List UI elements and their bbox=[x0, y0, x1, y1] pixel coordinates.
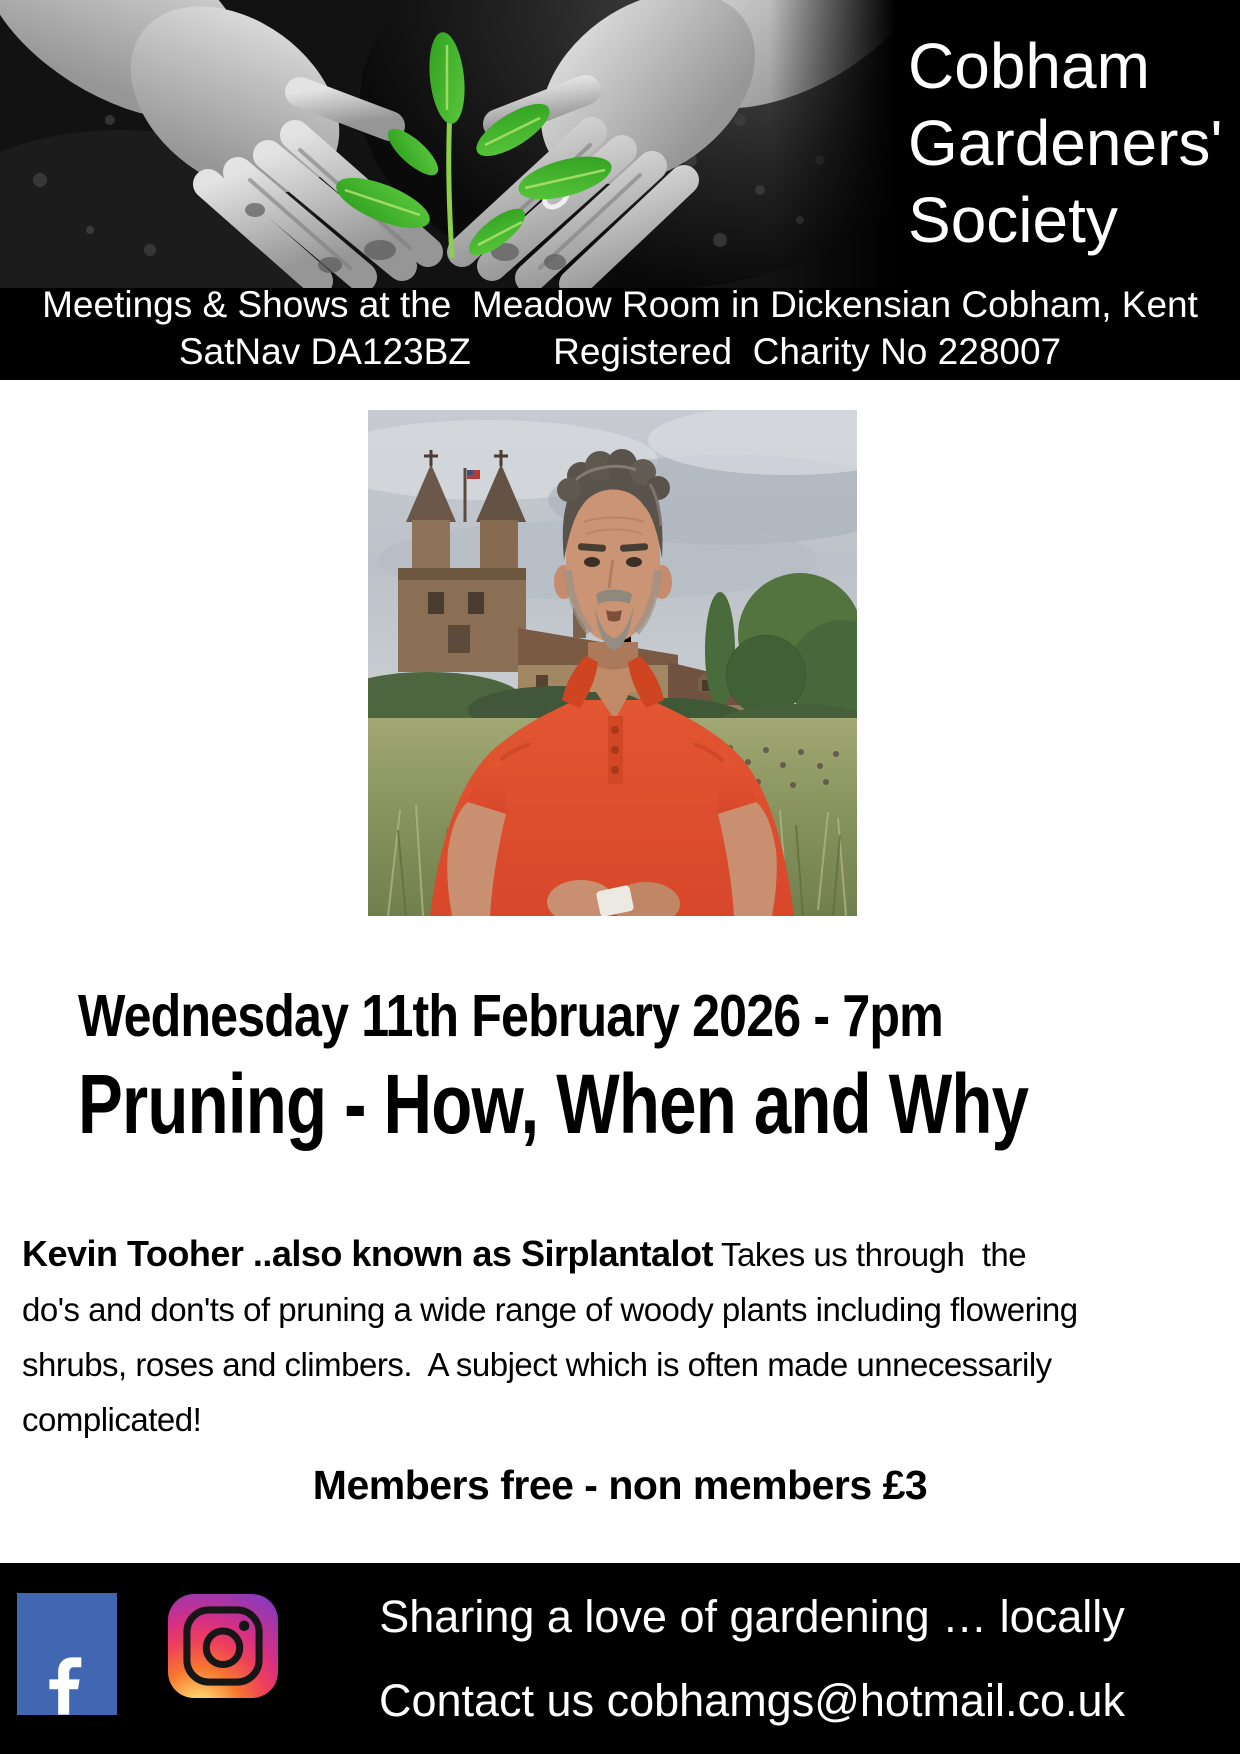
speaker-photo-art bbox=[368, 410, 857, 916]
event-title-heading: Pruning - How, When and Why bbox=[78, 1057, 1029, 1151]
description-line-1 bbox=[22, 1226, 1222, 1282]
description-line-1-rest: Takes us through the bbox=[712, 1236, 1027, 1273]
footer-band bbox=[0, 1563, 1240, 1754]
header-band bbox=[0, 0, 1240, 380]
description-line-3: shrubs, roses and climbers. A subject which is often made unnecessarily bbox=[22, 1346, 1052, 1383]
description-line-2: do's and don'ts of pruning a wide range of woody plants including flowering bbox=[22, 1291, 1078, 1328]
logo-line-2: Gardeners' bbox=[908, 107, 1223, 179]
logo-line-3: Society bbox=[908, 184, 1118, 256]
instagram-icon bbox=[168, 1594, 278, 1698]
header-tagline-venue: Meetings & Shows at the Meadow Room in Dickensian Cobham, Kent bbox=[42, 284, 1198, 325]
hands-seedling-image bbox=[0, 0, 896, 288]
society-logo bbox=[908, 28, 1223, 259]
facebook-icon bbox=[17, 1593, 117, 1715]
description-line-4: complicated! bbox=[22, 1401, 202, 1438]
admission-price: Members free - non members £3 bbox=[312, 1462, 928, 1508]
footer-text-block bbox=[312, 1589, 1192, 1729]
facebook-f-glyph bbox=[45, 1657, 89, 1715]
instagram-camera-glyph bbox=[177, 1602, 269, 1690]
header-tagline-satnav-charity: SatNav DA123BZ Registered Charity No 228007 bbox=[178, 331, 1062, 372]
footer-contact-email: Contact us cobhamgs@hotmail.co.uk bbox=[378, 1675, 1126, 1726]
event-description bbox=[22, 1226, 1222, 1447]
event-datetime-heading: Wednesday 11th February 2026 - 7pm bbox=[78, 983, 943, 1049]
logo-line-1: Cobham bbox=[908, 30, 1150, 102]
footer-slogan: Sharing a love of gardening … locally bbox=[379, 1591, 1125, 1642]
speaker-photo bbox=[368, 410, 857, 916]
speaker-name-bold: Kevin Tooher ..also known as Sirplantalot bbox=[22, 1233, 713, 1274]
